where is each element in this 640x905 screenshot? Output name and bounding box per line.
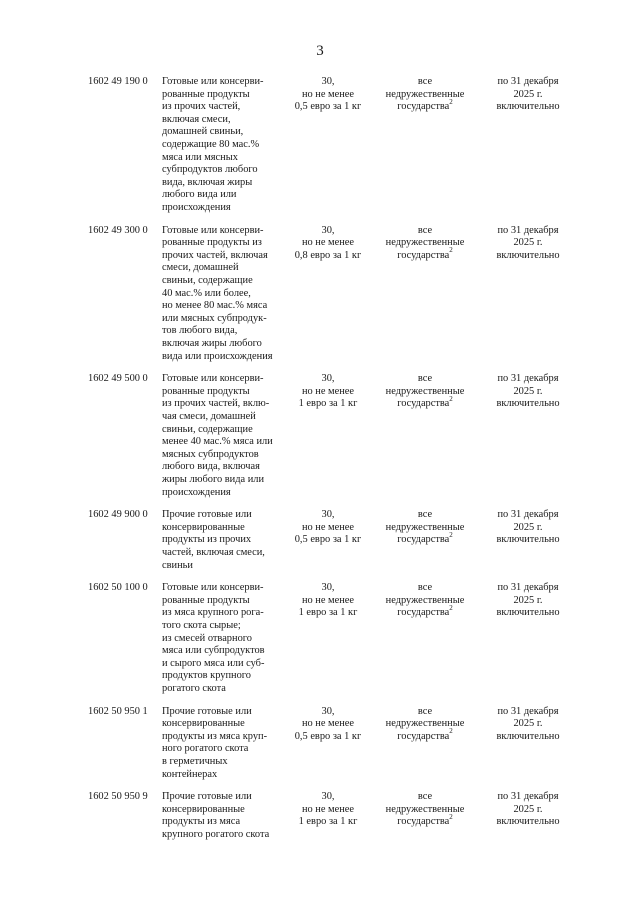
duty-line: но не менее bbox=[301, 385, 355, 397]
description-line: из мяса крупного рога- bbox=[162, 607, 264, 619]
footnote-ref: 2 bbox=[449, 603, 453, 612]
description-line: вида или происхождения bbox=[162, 350, 273, 362]
description-line: включая жиры любого bbox=[162, 337, 262, 349]
countries-line: все bbox=[417, 224, 433, 236]
countries-line: все bbox=[417, 509, 433, 521]
countries bbox=[375, 509, 475, 547]
countries-line: государства$^2$ bbox=[397, 603, 453, 619]
countries bbox=[375, 791, 475, 829]
description-line: продуктов крупного bbox=[162, 670, 251, 682]
description-line: свиньи, содержащие bbox=[162, 423, 253, 435]
product-description bbox=[162, 582, 284, 695]
description-line: консервированные bbox=[162, 803, 245, 815]
term-line: 2025 г. bbox=[513, 594, 543, 606]
description-line: и сырого мяса или суб- bbox=[162, 657, 265, 669]
duty-line: но не менее bbox=[301, 521, 355, 533]
description-line: любого вида, включая bbox=[162, 461, 260, 473]
countries-line: государства$^2$ bbox=[397, 97, 453, 113]
description-line: 40 мас.% или более, bbox=[162, 287, 251, 299]
countries-line: государства$^2$ bbox=[397, 530, 453, 546]
footnote-ref: 2 bbox=[449, 394, 453, 403]
product-description bbox=[162, 225, 284, 364]
table-row bbox=[0, 582, 640, 705]
description-line: прочих частей, включая bbox=[162, 249, 268, 261]
countries-line: недружественные bbox=[385, 88, 465, 100]
table-row bbox=[0, 225, 640, 374]
description-line: свиньи bbox=[162, 559, 193, 571]
table-row bbox=[0, 706, 640, 792]
description-line: мяса или субпродуктов bbox=[162, 645, 265, 657]
duty-rate bbox=[283, 509, 373, 547]
duty-rate bbox=[283, 225, 373, 263]
duty-rate bbox=[283, 791, 373, 829]
duty-line: 30, bbox=[321, 76, 335, 87]
validity-term bbox=[478, 373, 578, 411]
duty-line: 30, bbox=[321, 791, 335, 803]
duty-line: 30, bbox=[321, 582, 335, 594]
description-line: рованные продукты bbox=[162, 385, 250, 397]
description-line: смеси, домашней bbox=[162, 262, 239, 274]
description-line: Готовые или консерви- bbox=[162, 582, 264, 594]
description-line: включая смеси, bbox=[162, 113, 231, 125]
term-line: по 31 декабря bbox=[497, 76, 559, 87]
description-line: любого вида или bbox=[162, 189, 237, 201]
countries-line: все bbox=[417, 76, 433, 87]
countries bbox=[375, 225, 475, 263]
duty-line: но не менее bbox=[301, 88, 355, 100]
term-line: 2025 г. bbox=[513, 718, 543, 730]
table-row bbox=[0, 509, 640, 582]
duty-rate bbox=[283, 373, 373, 411]
duty-line: 0,5 евро за 1 кг bbox=[294, 101, 362, 113]
countries-line: недружественные bbox=[385, 718, 465, 730]
validity-term bbox=[478, 791, 578, 829]
duty-line: 30, bbox=[321, 509, 335, 521]
duty-line: 30, bbox=[321, 373, 335, 385]
tnved-code: 1602 49 900 0 bbox=[88, 509, 148, 521]
description-line: рогатого скота bbox=[162, 682, 226, 694]
product-description bbox=[162, 76, 284, 215]
validity-term bbox=[478, 76, 578, 114]
term-line: по 31 декабря bbox=[497, 791, 559, 803]
duty-line: 1 евро за 1 кг bbox=[298, 607, 358, 619]
duty-line: 1 евро за 1 кг bbox=[298, 398, 358, 410]
duty-line: но не менее bbox=[301, 237, 355, 249]
description-line: субпродуктов любого bbox=[162, 164, 258, 176]
description-line: в герметичных bbox=[162, 755, 228, 767]
duty-line: 0,5 евро за 1 кг bbox=[294, 730, 362, 742]
product-description bbox=[162, 791, 284, 841]
term-line: включительно bbox=[496, 816, 560, 828]
term-line: 2025 г. bbox=[513, 88, 543, 100]
validity-term bbox=[478, 509, 578, 547]
term-line: включительно bbox=[496, 249, 560, 261]
tnved-code: 1602 50 100 0 bbox=[88, 582, 148, 594]
description-line: из прочих частей, вклю- bbox=[162, 398, 270, 410]
duty-line: 30, bbox=[321, 705, 335, 717]
countries bbox=[375, 582, 475, 620]
term-line: по 31 декабря bbox=[497, 705, 559, 717]
duty-line: но не менее bbox=[301, 803, 355, 815]
description-line: содержащие 80 мас.% bbox=[162, 138, 260, 150]
tnved-code: 1602 49 190 0 bbox=[88, 76, 148, 87]
duty-line: 1 евро за 1 кг bbox=[298, 816, 358, 828]
table-row bbox=[0, 791, 640, 851]
tnved-code: 1602 49 300 0 bbox=[88, 224, 148, 236]
duty-line: 0,8 евро за 1 кг bbox=[294, 249, 362, 261]
term-line: 2025 г. bbox=[513, 385, 543, 397]
table-row bbox=[0, 76, 640, 225]
validity-term bbox=[478, 582, 578, 620]
product-description bbox=[162, 373, 284, 499]
term-line: 2025 г. bbox=[513, 803, 543, 815]
footnote-ref: 2 bbox=[449, 727, 453, 736]
description-line: жиры любого вида или bbox=[162, 473, 265, 485]
duty-line: 0,5 евро за 1 кг bbox=[294, 534, 362, 546]
tnved-code: 1602 50 950 9 bbox=[88, 791, 148, 803]
countries-line: государства$^2$ bbox=[397, 394, 453, 410]
countries-line: недружественные bbox=[385, 237, 465, 249]
tnved-code: 1602 49 500 0 bbox=[88, 373, 148, 385]
description-line: консервированные bbox=[162, 718, 245, 730]
term-line: по 31 декабря bbox=[497, 224, 559, 236]
countries-line: недружественные bbox=[385, 803, 465, 815]
page-number: 3 bbox=[316, 43, 324, 59]
countries-line: все bbox=[417, 791, 433, 803]
term-line: включительно bbox=[496, 730, 560, 742]
table-row bbox=[0, 373, 640, 509]
description-line: продукты из мяса bbox=[162, 816, 241, 828]
duty-line: 30, bbox=[321, 224, 335, 236]
description-line: ного рогатого скота bbox=[162, 743, 249, 755]
countries-line: недружественные bbox=[385, 521, 465, 533]
term-line: включительно bbox=[496, 398, 560, 410]
term-line: включительно bbox=[496, 534, 560, 546]
countries-line: государства$^2$ bbox=[397, 812, 453, 828]
footnote-ref: 2 bbox=[449, 530, 453, 539]
term-line: включительно bbox=[496, 607, 560, 619]
footnote-ref: 2 bbox=[449, 246, 453, 255]
product-description bbox=[162, 706, 284, 782]
footnote-ref: 2 bbox=[449, 812, 453, 821]
description-line: консервированные bbox=[162, 521, 245, 533]
validity-term bbox=[478, 706, 578, 744]
description-line: рованные продукты bbox=[162, 88, 250, 100]
term-line: по 31 декабря bbox=[497, 509, 559, 521]
description-line: Прочие готовые или bbox=[162, 791, 252, 803]
term-line: 2025 г. bbox=[513, 521, 543, 533]
tnved-code: 1602 50 950 1 bbox=[88, 705, 148, 717]
description-line: рованные продукты bbox=[162, 594, 250, 606]
description-line: Прочие готовые или bbox=[162, 509, 252, 521]
description-line: домашней свиньи, bbox=[162, 126, 244, 138]
term-line: по 31 декабря bbox=[497, 373, 559, 385]
countries-line: все bbox=[417, 582, 433, 594]
duty-rate bbox=[283, 706, 373, 744]
countries-line: все bbox=[417, 705, 433, 717]
description-line: из прочих частей, bbox=[162, 101, 241, 113]
description-line: происхождения bbox=[162, 486, 231, 498]
description-line: продукты из прочих bbox=[162, 534, 252, 546]
description-line: контейнерах bbox=[162, 768, 218, 780]
description-line: тов любого вида, bbox=[162, 325, 238, 337]
product-description bbox=[162, 509, 284, 572]
countries-line: все bbox=[417, 373, 433, 385]
description-line: мясных субпродуктов bbox=[162, 448, 259, 460]
description-line: крупного рогатого скота bbox=[162, 828, 270, 840]
description-line: мяса или мясных bbox=[162, 151, 238, 163]
tariff-table bbox=[0, 76, 640, 852]
countries-line: государства$^2$ bbox=[397, 727, 453, 742]
countries-line: недружественные bbox=[385, 385, 465, 397]
description-line: продукты из мяса круп- bbox=[162, 730, 268, 742]
term-line: 2025 г. bbox=[513, 237, 543, 249]
description-line: Готовые или консерви- bbox=[162, 76, 264, 87]
description-line: но менее 80 мас.% мяса bbox=[162, 300, 268, 312]
validity-term bbox=[478, 225, 578, 263]
countries-line: недружественные bbox=[385, 594, 465, 606]
description-line: Готовые или консерви- bbox=[162, 224, 264, 236]
duty-line: но не менее bbox=[301, 718, 355, 730]
duty-line: но не менее bbox=[301, 594, 355, 606]
description-line: свиньи, содержащие bbox=[162, 274, 253, 286]
duty-rate bbox=[283, 76, 373, 114]
countries bbox=[375, 706, 475, 744]
description-line: рованные продукты из bbox=[162, 237, 262, 249]
term-line: включительно bbox=[496, 101, 560, 113]
countries bbox=[375, 373, 475, 411]
description-line: или мясных субпродук- bbox=[162, 312, 267, 324]
description-line: менее 40 мас.% мяса или bbox=[162, 436, 273, 448]
description-line: происхождения bbox=[162, 201, 231, 213]
description-line: из смесей отварного bbox=[162, 632, 252, 644]
description-line: Готовые или консерви- bbox=[162, 373, 264, 385]
description-line: частей, включая смеси, bbox=[162, 546, 265, 558]
footnote-ref: 2 bbox=[449, 97, 453, 106]
description-line: чая смеси, домашней bbox=[162, 410, 256, 422]
description-line: вида, включая жиры bbox=[162, 176, 253, 188]
countries-line: государства$^2$ bbox=[397, 246, 453, 261]
countries bbox=[375, 76, 475, 114]
description-line: того скота сырые; bbox=[162, 619, 241, 631]
duty-rate bbox=[283, 582, 373, 620]
description-line: Прочие готовые или bbox=[162, 705, 252, 717]
term-line: по 31 декабря bbox=[497, 582, 559, 594]
